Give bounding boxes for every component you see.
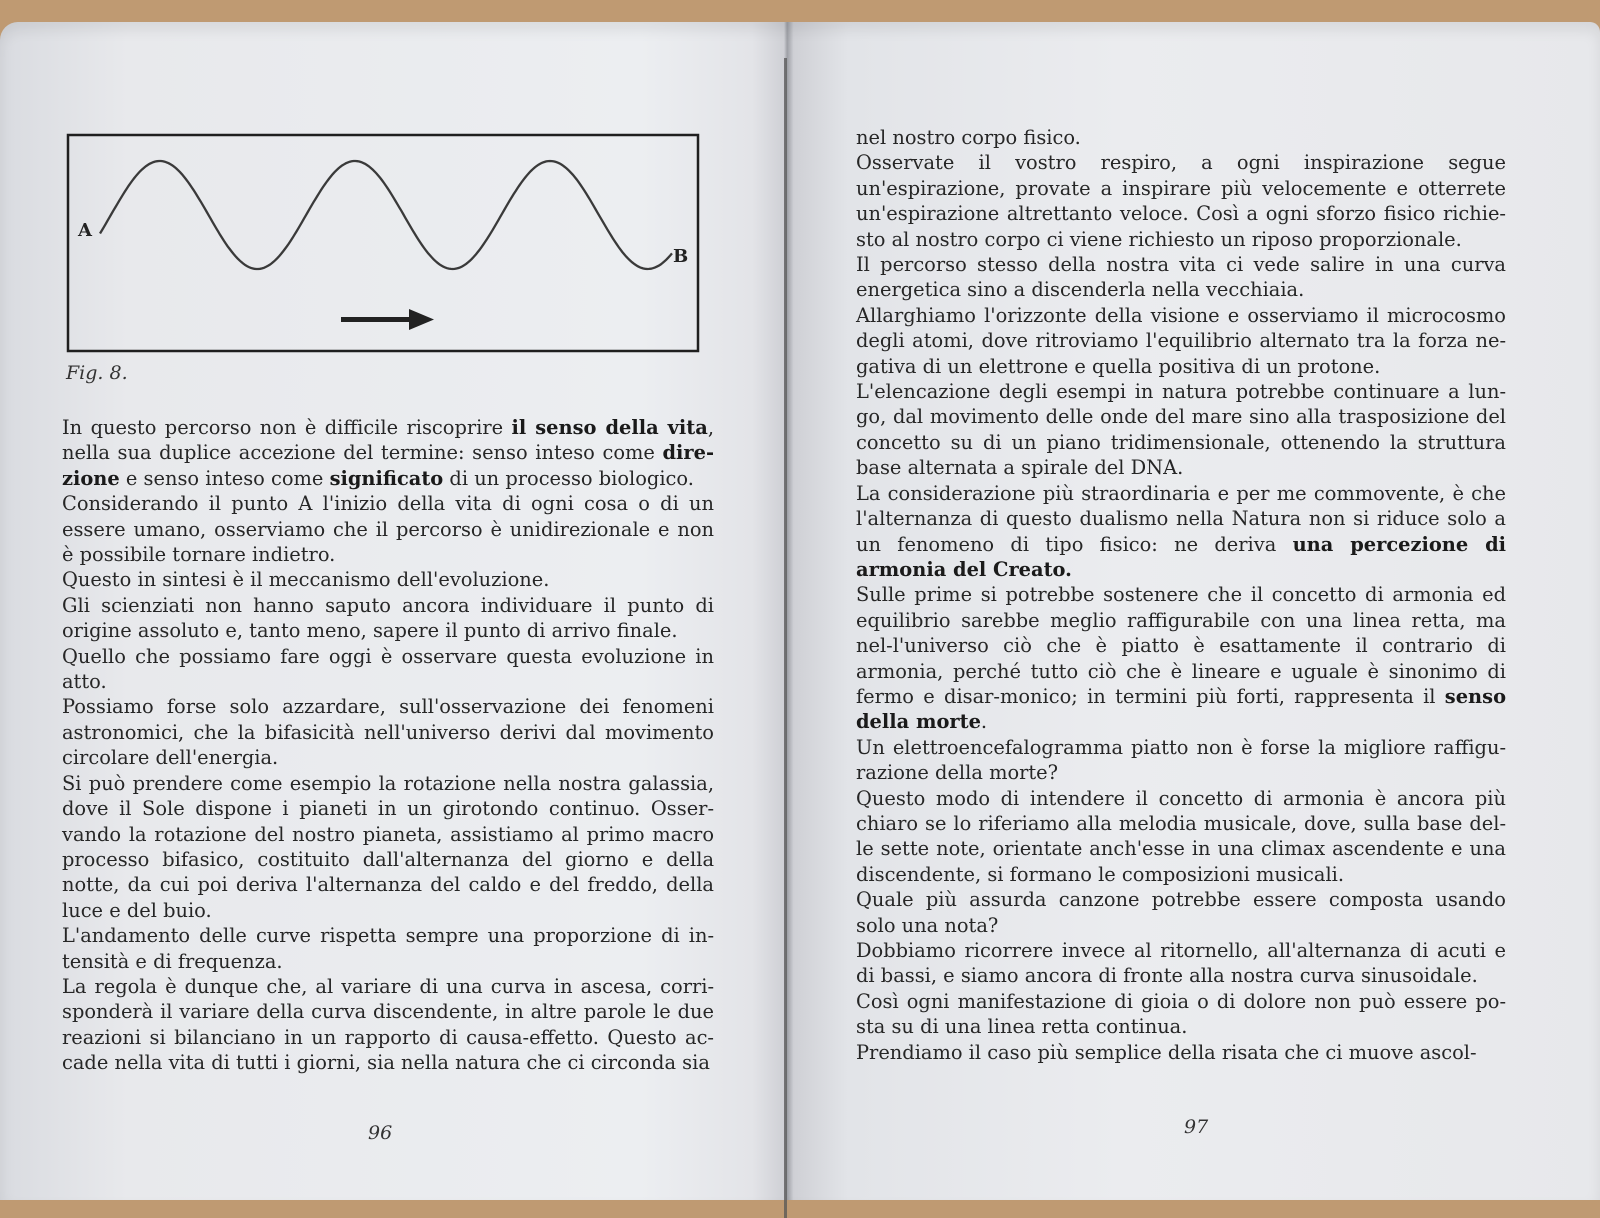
right-body-text bbox=[856, 125, 1506, 1065]
text-run: Questo modo di intendere il concetto di armonia è ancora più chiaro se lo riferiamo alla melodia musicale, dove, sulla base del-le sette note, orientate anch'esse in una climax ascendente e una discendente, si formano le composizioni musicali. bbox=[856, 786, 1506, 886]
text-run: Così ogni manifestazione di gioia o di dolore non può essere po-sta su di una linea retta continua. bbox=[856, 989, 1506, 1039]
text-run: e senso inteso come bbox=[119, 466, 330, 490]
text-run: Considerando il punto A l'inizio della vita di ogni cosa o di un essere umano, osserviamo che il percorso è unidirezionale e non è possibile tornare indietro. bbox=[62, 492, 714, 567]
open-book bbox=[0, 22, 1600, 1200]
text-run: Allarghiamo l'orizzonte della visione e osserviamo il microcosmo degli atomi, dove ritroviamo l'equilibrio alternato tra la forza ne-gativa di un elettrone e quella positiva di un protone. bbox=[856, 303, 1506, 378]
paragraph bbox=[62, 491, 714, 567]
paragraph bbox=[856, 938, 1506, 989]
label-b: B bbox=[673, 246, 689, 267]
paragraph bbox=[856, 303, 1506, 379]
paragraph bbox=[856, 786, 1506, 888]
text-run: Prendiamo il caso più semplice della risata che ci muove ascol- bbox=[856, 1040, 1477, 1064]
page-number-right: 97 bbox=[1184, 1116, 1209, 1138]
text-run: La considerazione più straordinaria e per me commovente, è che l'alternanza di questo dualismo nella Natura non si riduce solo a un fenomeno di tipo fisico: ne deriva bbox=[856, 481, 1506, 556]
text-run: Sulle prime si potrebbe sostenere che il concetto di armonia ed equilibrio sarebbe meglio raffigurabile con una linea retta, ma nel-l'universo ciò che è piatto è esattamente il contrario di armonia, perché tutto ciò che è lineare e uguale è sinonimo di fermo e disar-monico; in termini più forti, rappresenta il bbox=[856, 583, 1506, 708]
paragraph bbox=[62, 644, 714, 695]
paragraph bbox=[856, 887, 1506, 938]
page-number-left: 96 bbox=[368, 1122, 393, 1144]
paragraph bbox=[856, 125, 1506, 150]
bold-text: significato bbox=[329, 466, 444, 490]
text-run: Il percorso stesso della nostra vita ci vede salire in una curva energetica sino a discenderla nella vecchiaia. bbox=[856, 253, 1506, 302]
text-run: Si può prendere come esempio la rotazione nella nostra galassia, dove il Sole dispone i pianeti in un girotondo continuo. Osser-vando la rotazione del nostro pianeta, assistiamo al primo macro processo bifasico, costituito dall'alternanza del giorno e della notte, da cui poi deriva l'alternanza del caldo e del freddo, della luce e del buio. bbox=[62, 771, 714, 922]
paragraph bbox=[62, 567, 714, 592]
paragraph bbox=[62, 415, 714, 491]
sine-wave-curve bbox=[100, 161, 672, 269]
paragraph bbox=[62, 923, 714, 974]
left-page bbox=[0, 22, 784, 1200]
text-run: , nella sua duplice accezione del termine: senso inteso come bbox=[62, 416, 714, 465]
text-run: Dobbiamo ricorrere invece al ritornello, all'alternanza di acuti e di bassi, e siamo ancora di fronte alla nostra curva sinusoidale. bbox=[856, 939, 1506, 988]
text-run: nel nostro corpo fisico. bbox=[856, 126, 1081, 149]
text-run: Gli scienziati non hanno saputo ancora individuare il punto di origine assoluto e, tanto meno, sapere il punto di arrivo finale. bbox=[62, 593, 714, 643]
text-run: Quale più assurda canzone potrebbe essere composta usando solo una nota? bbox=[856, 888, 1506, 937]
paragraph bbox=[856, 379, 1506, 481]
paragraph bbox=[856, 735, 1506, 786]
figure-8 bbox=[66, 133, 712, 355]
bold-text: il senso della vita bbox=[511, 416, 708, 439]
text-run: . bbox=[980, 710, 988, 734]
bold-text: una percezione di armonia del Creato. bbox=[856, 532, 1507, 581]
paragraph bbox=[62, 694, 714, 770]
figure-caption: Fig. 8. bbox=[66, 362, 128, 384]
arrow-right-icon bbox=[341, 309, 434, 330]
text-run: L'andamento delle curve rispetta sempre una proporzione di in-tensità e di frequenza. bbox=[62, 924, 714, 973]
text-run: Questo in sintesi è il meccanismo dell'evoluzione. bbox=[62, 568, 550, 592]
text-run: di un processo biologico. bbox=[443, 466, 694, 490]
right-page bbox=[790, 22, 1600, 1200]
paragraph bbox=[856, 989, 1506, 1040]
text-run: Quello che possiamo fare oggi è osservare questa evoluzione in atto. bbox=[62, 644, 714, 694]
paragraph bbox=[856, 150, 1506, 252]
left-body-text bbox=[62, 415, 714, 1076]
text-run: In questo percorso non è difficile riscoprire bbox=[62, 416, 512, 439]
bold-text: dire-zione bbox=[62, 441, 714, 490]
text-run: L'elencazione degli esempi in natura potrebbe continuare a lun-go, dal movimento delle onde del mare sino alla trasposizione del concetto su di un piano tridimensionale, ottenendo la struttura base alternata a spirale del DNA. bbox=[856, 380, 1506, 480]
text-run: Possiamo forse solo azzardare, sull'osservazione dei fenomeni astronomici, che la bifasicità nell'universo derivi dal movimento circolare dell'energia. bbox=[62, 695, 714, 770]
paragraph bbox=[856, 1040, 1506, 1065]
paragraph bbox=[856, 582, 1506, 734]
book-gutter bbox=[784, 58, 787, 1218]
sine-wave-diagram bbox=[66, 133, 712, 355]
paragraph bbox=[856, 481, 1506, 583]
text-run: Un elettroencefalogramma piatto non è forse la migliore raffigu-razione della morte? bbox=[856, 735, 1506, 785]
text-run: Osservate il vostro respiro, a ogni inspirazione segue un'espirazione, provate a inspirare più velocemente e otterrete un'espirazione altrettanto veloce. Così a ogni sforzo fisico richie-sto al nostro corpo ci viene richiesto un riposo proporzionale. bbox=[856, 151, 1506, 251]
label-a: A bbox=[78, 220, 92, 241]
bold-text: senso della morte bbox=[856, 684, 1506, 734]
paragraph bbox=[62, 593, 714, 644]
paragraph bbox=[62, 974, 714, 1076]
text-run: La regola è dunque che, al variare di una curva in ascesa, corri-sponderà il variare della curva discendente, in altre parole le due reazioni si bilanciano in un rapporto di causa-effetto. Questo ac-cade nella vita di tutti i giorni, sia nella natura che ci circonda sia bbox=[62, 974, 714, 1075]
paragraph bbox=[856, 252, 1506, 303]
paragraph bbox=[62, 771, 714, 923]
